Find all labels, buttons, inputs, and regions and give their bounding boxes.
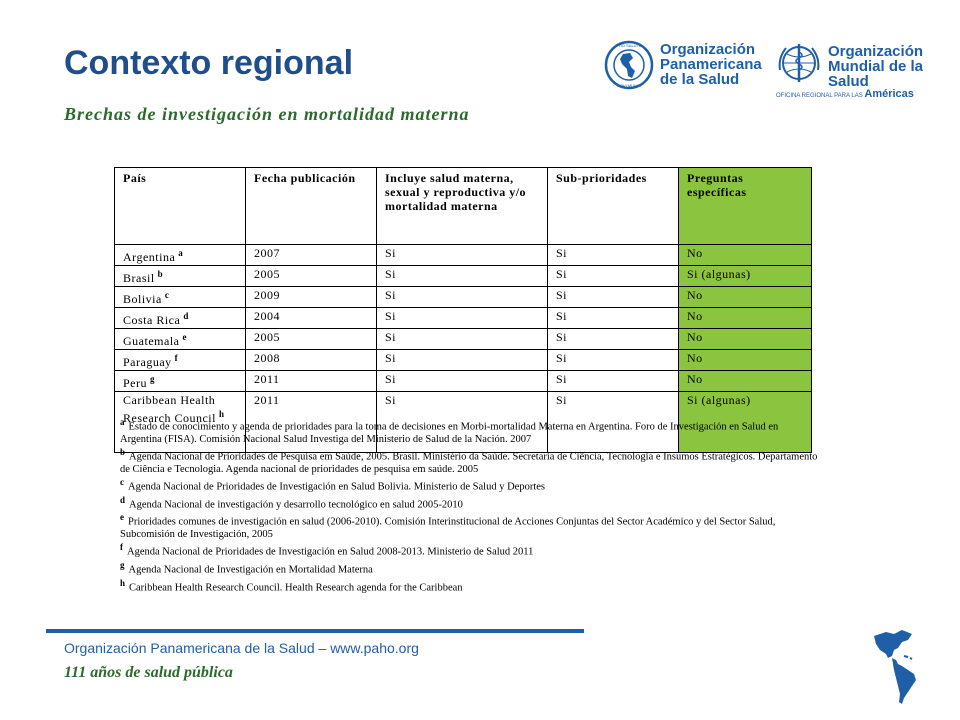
cell-sub: Si <box>548 266 679 287</box>
cell-sub: Si <box>548 350 679 371</box>
cell-date: 2011 <box>246 371 377 392</box>
table-row <box>115 266 812 287</box>
cell-includes: Si <box>377 308 548 329</box>
cell-date: 2009 <box>246 287 377 308</box>
footnote-mark: e <box>182 332 187 342</box>
header-includes: Incluye salud materna, sexual y reproductiva y/o mortalidad materna <box>377 168 548 245</box>
footnotes <box>120 416 820 594</box>
cell-country: Argentina $^a$ <box>115 245 246 266</box>
svg-text:NOVI MUNDI: NOVI MUNDI <box>617 83 641 88</box>
cell-sub: Si <box>548 329 679 350</box>
cell-includes: Si <box>377 266 548 287</box>
footnote-mark: d <box>183 311 189 321</box>
footer-divider <box>46 629 584 633</box>
who-logo-text: Organización Mundial de la Salud <box>828 43 924 90</box>
cell-date: 2008 <box>246 350 377 371</box>
footnote: h Caribbean Health Research Council. Health Research agenda for the Caribbean <box>120 577 463 594</box>
cell-includes: Si <box>377 329 548 350</box>
cell-sub: Si <box>548 392 679 453</box>
footnote-mark: f <box>174 353 179 363</box>
cell-sub: Si <box>548 371 679 392</box>
footnote-mark: b <box>157 269 164 279</box>
table-header-row <box>115 168 812 245</box>
footer-link[interactable]: www.paho.org <box>330 640 419 656</box>
cell-country: Brasil $^b$ <box>115 266 246 287</box>
who-logo <box>776 40 956 104</box>
svg-text:PRO SALUTE: PRO SALUTE <box>616 43 642 48</box>
footer-tagline: 111 años de salud pública <box>64 664 233 681</box>
research-priorities-table <box>114 167 812 453</box>
page-subtitle: Brechas de investigación en mortalidad materna <box>64 104 470 124</box>
paho-emblem-icon <box>604 40 654 90</box>
footnote-mark: c <box>164 290 170 300</box>
header-country: País <box>115 168 246 245</box>
cell-country: Paraguay $^f$ <box>115 350 246 371</box>
cell-questions: No <box>679 308 812 329</box>
who-emblem-icon <box>776 40 822 86</box>
footnote: c Agenda Nacional de Prioridades de Investigación en Salud Bolivia. Ministerio de Salud y Deportes <box>120 476 545 493</box>
cell-date: 2005 <box>246 329 377 350</box>
cell-sub: Si <box>548 308 679 329</box>
header-questions: Preguntas específicas <box>679 168 812 245</box>
cell-date: 2011 <box>246 392 377 453</box>
paho-logo-text: Organización Panamericana de la Salud <box>660 41 762 88</box>
page-title: Contexto regional <box>64 44 354 82</box>
cell-country: Bolivia $^c$ <box>115 287 246 308</box>
cell-includes: Si <box>377 245 548 266</box>
cell-country: Caribbean Health Research Council $^h$ <box>115 392 246 453</box>
footnote-mark: g <box>150 374 155 384</box>
cell-includes: Si <box>377 371 548 392</box>
who-regional-office: OFICINA REGIONAL PARA LAS Américas <box>776 88 914 100</box>
footer-organization: Organización Panamericana de la Salud – www.paho.org <box>64 640 419 656</box>
cell-sub: Si <box>548 245 679 266</box>
cell-questions: Si (algunas) <box>679 266 812 287</box>
cell-questions: Si (algunas) <box>679 392 812 453</box>
cell-includes: Si <box>377 350 548 371</box>
cell-questions: No <box>679 350 812 371</box>
cell-date: 2004 <box>246 308 377 329</box>
footnote: a Estado de conocimiento y agenda de prioridades para la toma de decisiones en Morbi-mortalidad Materna en Argentina. Foro de Investigación en Salud en Argentina (FISA). Comisión Nacional Salud Investiga del Ministerio de Salud de la Nación. 2007 <box>120 417 779 445</box>
table-row <box>115 245 812 266</box>
footnote: b Agenda Nacional de Prioridades de Pesquisa em Saúde, 2005. Brasil. Ministério da Saúde. Secretaria de Ciência, Tecnologia e Insumos Estratégicos. Departamento de Ciência e Tecnologia. Agenda nacional de prioridades de pesquisa em saúde. 2005 <box>120 446 818 475</box>
cell-includes: Si <box>377 392 548 453</box>
cell-questions: No <box>679 329 812 350</box>
table-row <box>115 371 812 392</box>
cell-country: Peru $^g$ <box>115 371 246 392</box>
footnote: e Prioridades comunes de investigación en salud (2006-2010). Comisión Interinstitucional de Acciones Conjuntas del Sector Académico y del Sector Salud, Subcomisión de Investigación, 2005 <box>120 512 776 540</box>
table-row <box>115 329 812 350</box>
cell-questions: No <box>679 245 812 266</box>
table-row <box>115 350 812 371</box>
footnote-mark: a <box>178 248 184 258</box>
cell-date: 2007 <box>246 245 377 266</box>
footnote: f Agenda Nacional de Prioridades de Investigación en Salud 2008-2013. Ministerio de Salud 2011 <box>120 542 534 558</box>
footnote: d Agenda Nacional de investigación y desarrollo tecnológico en salud 2005-2010 <box>120 494 463 511</box>
footnote: g Agenda Nacional de Investigación en Mortalidad Materna <box>120 559 373 576</box>
table-row <box>115 287 812 308</box>
paho-logo <box>604 40 764 92</box>
cell-questions: No <box>679 287 812 308</box>
cell-country: Costa Rica $^d$ <box>115 308 246 329</box>
cell-includes: Si <box>377 287 548 308</box>
cell-country: Guatemala $^e$ <box>115 329 246 350</box>
table-row <box>115 308 812 329</box>
americas-map-icon <box>868 628 932 708</box>
cell-questions: No <box>679 371 812 392</box>
cell-date: 2005 <box>246 266 377 287</box>
footnote-mark: h <box>218 409 225 419</box>
header-date: Fecha publicación <box>246 168 377 245</box>
header-subpriorities: Sub-prioridades <box>548 168 679 245</box>
cell-sub: Si <box>548 287 679 308</box>
